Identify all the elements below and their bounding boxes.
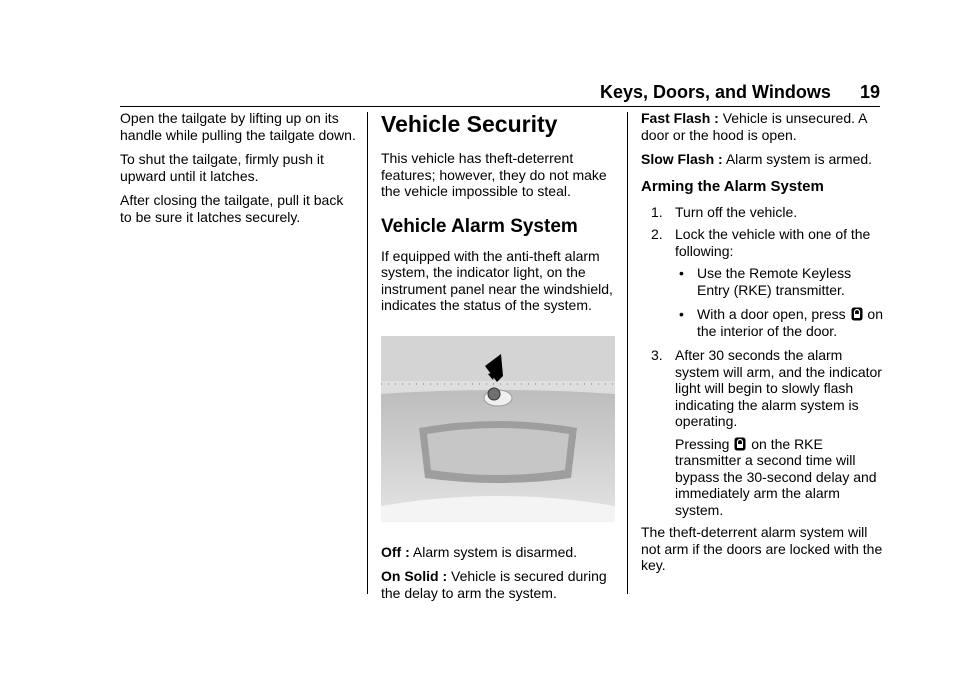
lock-icon (851, 307, 863, 321)
column-middle (381, 110, 617, 609)
term-label: Fast Flash : (641, 110, 719, 126)
running-header (600, 82, 880, 106)
paragraph: After closing the tailgate, pull it back to be sure it latches securely. (120, 192, 344, 225)
step-text: Pressing (675, 435, 730, 452)
indicator-light-figure (381, 336, 615, 522)
column-divider (627, 112, 628, 594)
lock-methods (675, 265, 883, 339)
bullet-item (675, 306, 883, 339)
step-text: Lock the vehicle with one of the following: (675, 226, 871, 259)
term-description: Vehicle is secured during the delay to arm the system. (381, 568, 607, 601)
bullet-text: Use the Remote Keyless Entry (RKE) transmitter. (697, 265, 852, 298)
step-continuation (675, 436, 883, 519)
term-description: Alarm system is disarmed. (412, 543, 578, 560)
term-label: On Solid : (381, 568, 448, 584)
term-label: Slow Flash : (641, 151, 723, 167)
section-title: Keys, Doors, and Windows (600, 82, 831, 102)
status-on-solid (381, 568, 617, 601)
paragraph: If equipped with the anti-theft alarm system, the indicator light, on the instrument panel near the windshield, indicates the status of the system. (381, 247, 613, 313)
paragraph: The theft-deterrent alarm system will not arm if the doors are locked with the key. (641, 524, 883, 573)
step-number: 1. (651, 203, 663, 220)
step-text: Turn off the vehicle. (675, 203, 798, 220)
list-item (641, 226, 883, 339)
list-item (641, 347, 883, 518)
arming-steps (641, 204, 883, 519)
step-text: After 30 seconds the alarm system will arm, and the indicator light will begin to slowly flash indicating the alarm system is operating. (675, 347, 882, 429)
paragraph: Open the tailgate by lifting up on its handle while pulling the tailgate down. (120, 110, 356, 143)
lock-icon (734, 437, 746, 451)
column-left (120, 110, 358, 233)
bullet-icon: • (679, 265, 684, 281)
step-text: on the RKE transmitter a second time will bypass the 30-second delay and immediately arm the alarm system. (675, 435, 877, 518)
term-description: Alarm system is armed. (725, 151, 873, 167)
bullet-text: on the interior of the door. (697, 306, 883, 339)
term-description: Vehicle is unsecured. A door or the hood is open. (641, 110, 867, 143)
bullet-text: With a door open, press (697, 306, 846, 322)
paragraph: To shut the tailgate, firmly push it upward until it latches. (120, 151, 324, 184)
column-right (641, 110, 883, 582)
page-number: 19 (859, 82, 880, 102)
heading-arming-alarm-system: Arming the Alarm System (641, 177, 824, 195)
heading-vehicle-alarm-system: Vehicle Alarm System (381, 215, 578, 237)
header-rule (120, 106, 880, 107)
status-off (381, 544, 617, 561)
heading-vehicle-security: Vehicle Security (381, 111, 558, 137)
list-item (641, 204, 883, 221)
step-number: 2. (651, 226, 663, 242)
status-slow-flash (641, 151, 883, 168)
term-label: Off : (381, 543, 410, 560)
column-divider (367, 112, 368, 594)
bullet-item (675, 265, 883, 298)
step-number: 3. (651, 347, 663, 363)
paragraph: This vehicle has theft-deterrent features; however, they do not make the vehicle impossible to steal. (381, 150, 607, 199)
bullet-icon: • (679, 306, 684, 322)
status-fast-flash (641, 110, 883, 143)
